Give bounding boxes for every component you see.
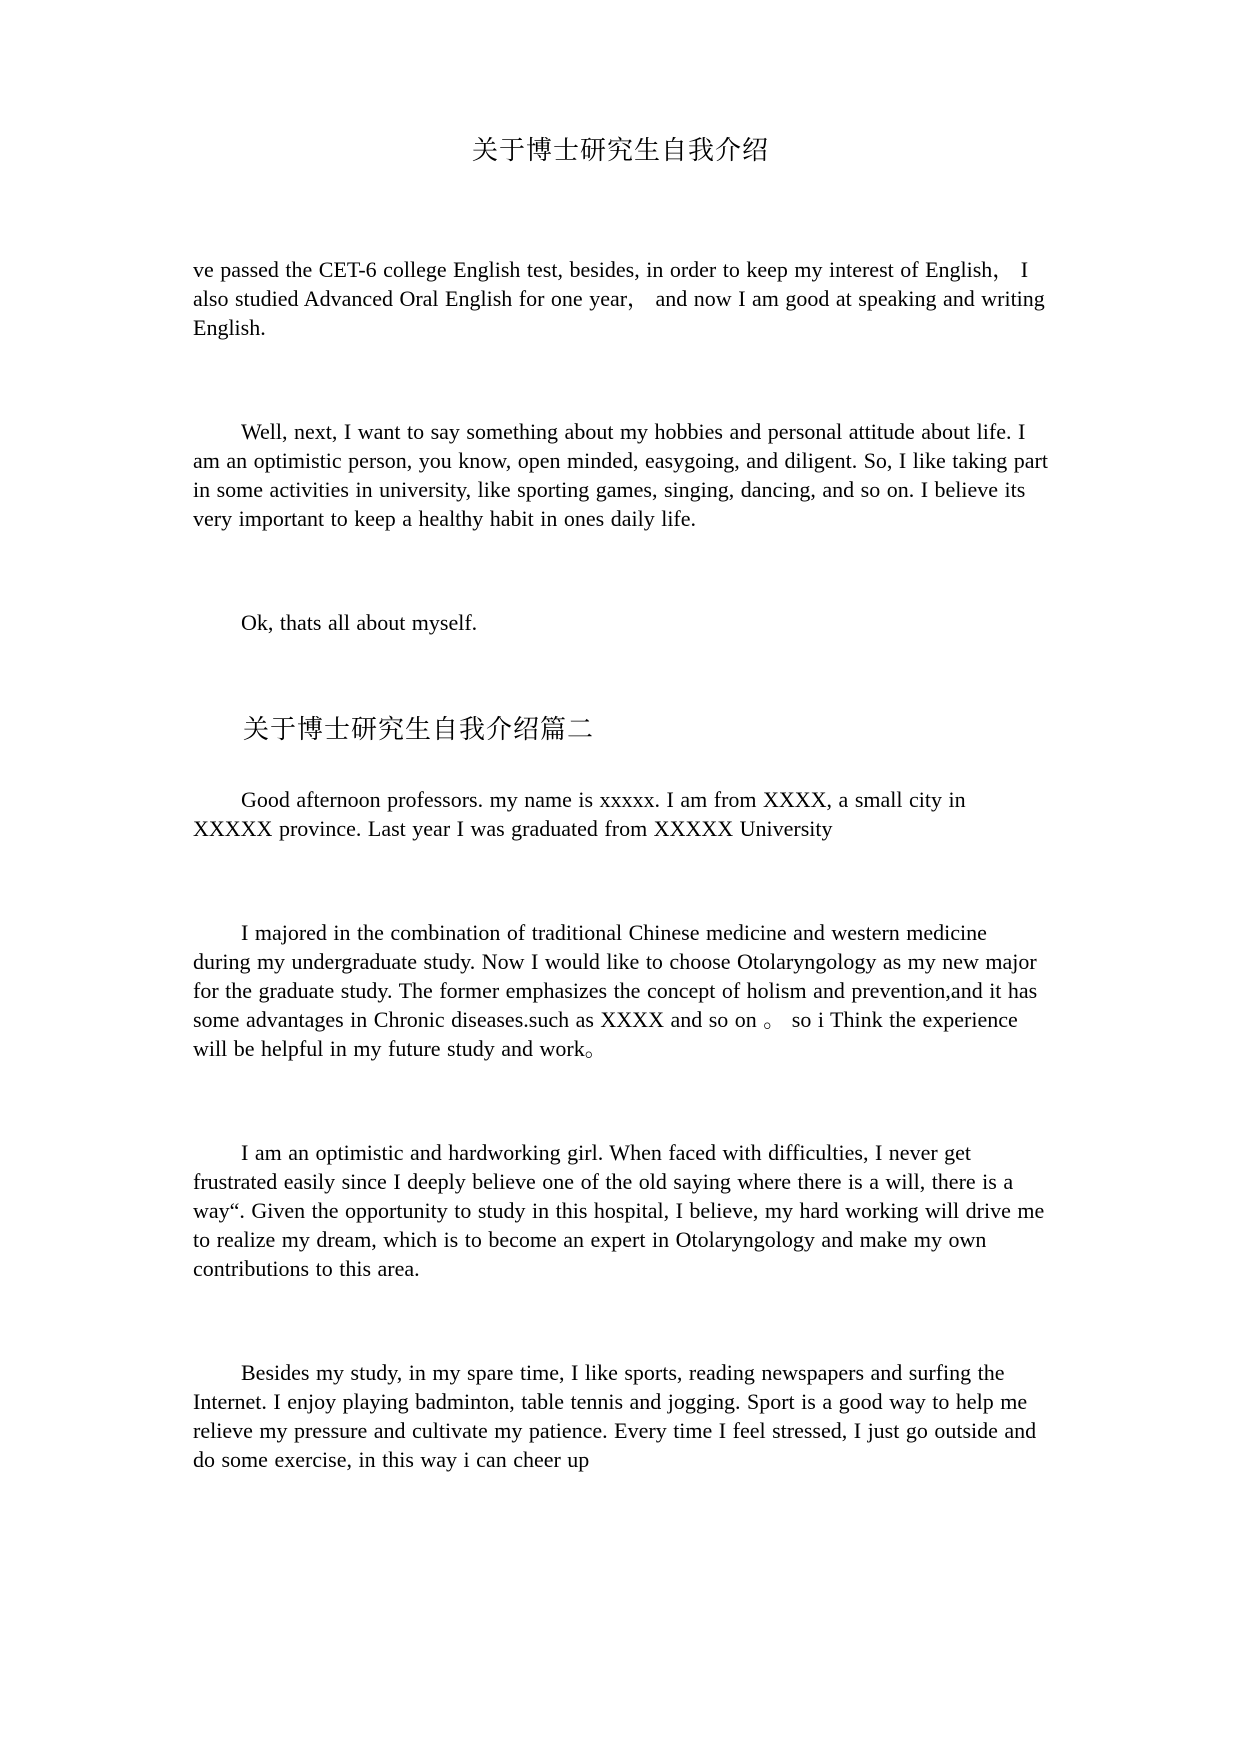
body-paragraph: Besides my study, in my spare time, I like sports, reading newspapers and surfing the Internet. I enjoy playing badminton, table tennis and jogging. Sport is a good way to help me relieve my pressure and cultivate my patience. Every time I feel stressed, I just go outside and do some exercise, in this way i can cheer up <box>193 1360 1037 1472</box>
body-paragraph: Ok, thats all about myself. <box>241 610 478 635</box>
document-title: 关于博士研究生自我介绍 <box>471 136 769 165</box>
body-paragraph: I majored in the combination of traditional Chinese medicine and western medicine during my undergraduate study. Now I would like to choose Otolaryngology as my new major for the graduate study. The former emphasizes the concept of holism and prevention,and it has some advantages in Chronic diseases.such as XXXX and so on 。 so i Think the experience will be helpful in my future study and work。 <box>193 920 1038 1061</box>
body-paragraph: ve passed the CET-6 college English test, besides, in order to keep my interest of English， I also studied Advanced Oral English for one year， and now I am good at speaking and writing English. <box>193 257 1045 340</box>
body-paragraph: I am an optimistic and hardworking girl. When faced with difficulties, I never get frustrated easily since I deeply believe one of the old saying where there is a will, there is a way“. Given the opportunity to study in this hospital, I believe, my hard working will drive me to realize my dream, which is to become an expert in Otolaryngology and make my own contributions to this area. <box>193 1140 1045 1281</box>
body-paragraph: Good afternoon professors. my name is xxxxx. I am from XXXX, a small city in XXXXX province. Last year I was graduated from XXXXX University <box>193 787 966 841</box>
body-paragraph: Well, next, I want to say something about my hobbies and personal attitude about life. I am an optimistic person, you know, open minded, easygoing, and diligent. So, I like taking part in some activities in university, like sporting games, singing, dancing, and so on. I believe its very important to keep a healthy habit in ones daily life. <box>193 419 1048 531</box>
section-heading: 关于博士研究生自我介绍篇二 <box>243 715 595 744</box>
